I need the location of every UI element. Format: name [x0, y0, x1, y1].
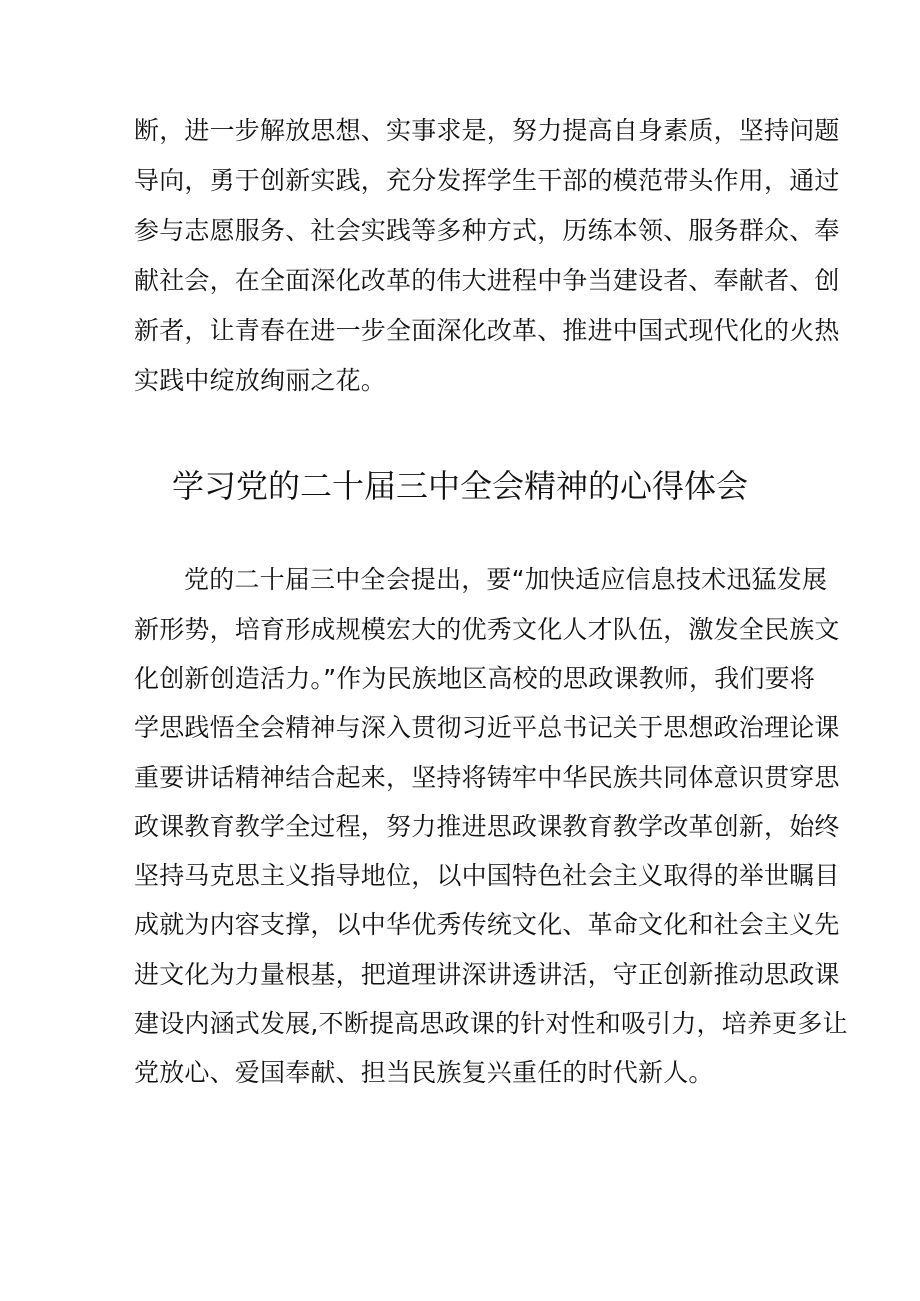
body-line: 新形势，培育形成规模宏大的优秀文化人才队伍，激发全民族文 [134, 615, 840, 644]
continuation-line: 新者，让青春在进一步全面深化改革、推进中国式现代化的火热 [134, 316, 840, 345]
body-line: 建设内涵式发展,不断提高思政课的针对性和吸引力，培养更多让 [134, 1009, 848, 1038]
body-line: 政课教育教学全过程，努力推进思政课教育教学改革创新，始终 [134, 812, 840, 841]
body-line: 进文化为力量根基，把道理讲深讲透讲活，守正创新推动思政课 [134, 960, 840, 989]
body-line: 成就为内容支撑，以中华优秀传统文化、革命文化和社会主义先 [134, 910, 840, 939]
section-title: 学习党的二十届三中全会精神的心得体会 [171, 467, 748, 505]
body-line: 学思践悟全会精神与深入贯彻习近平总书记关于思想政治理论课 [134, 713, 840, 742]
continuation-line: 断，进一步解放思想、实事求是，努力提高自身素质，坚持问题 [134, 116, 840, 145]
body-line: 党的二十届三中全会提出，要“加快适应信息技术迅猛发展 [184, 565, 828, 594]
body-line: 党放心、爱国奉献、担当民族复兴重任的时代新人。 [134, 1058, 714, 1087]
continuation-line: 参与志愿服务、社会实践等多种方式，历练本领、服务群众、奉 [134, 216, 840, 245]
body-line: 重要讲话精神结合起来，坚持将铸牢中华民族共同体意识贯穿思 [134, 763, 840, 792]
continuation-line: 导向，勇于创新实践，充分发挥学生干部的模范带头作用，通过 [134, 166, 840, 195]
body-line: 化创新创造活力。”作为民族地区高校的思政课教师，我们要将 [134, 664, 816, 693]
body-line: 坚持马克思主义指导地位，以中国特色社会主义取得的举世瞩目 [134, 861, 840, 890]
continuation-line: 实践中绽放绚丽之花。 [134, 366, 387, 395]
continuation-line: 献社会，在全面深化改革的伟大进程中争当建设者、奉献者、创 [134, 266, 840, 295]
